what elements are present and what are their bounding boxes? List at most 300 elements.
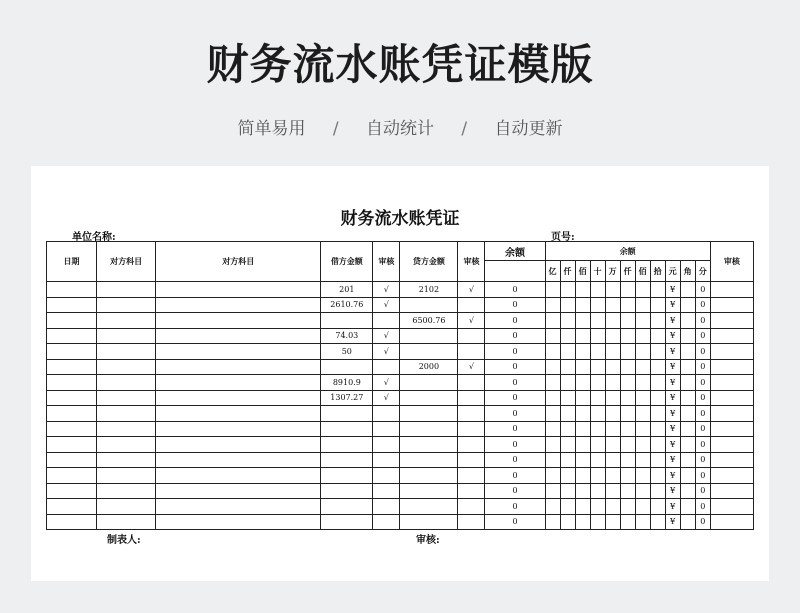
digit-cell [650, 499, 665, 515]
table-row [47, 452, 754, 468]
date-cell [47, 344, 97, 360]
digit-cell-yuan: ¥ [665, 452, 680, 468]
date-cell [47, 359, 97, 375]
header-debit-amount: 借方金额 [321, 242, 373, 282]
balance-cell: 0 [485, 499, 545, 515]
preparer-label: 制表人: [107, 535, 141, 546]
digit-cell [635, 437, 650, 453]
table-row [47, 359, 754, 375]
counter-subject-cell [97, 468, 156, 484]
table-row [47, 468, 754, 484]
header-counter-subject: 对方科目 [97, 242, 156, 282]
digit-cell-yuan: ¥ [665, 421, 680, 437]
digit-cell [605, 437, 620, 453]
counter-subject-cell [97, 499, 156, 515]
digit-cell [560, 483, 575, 499]
balance-cell: 0 [485, 483, 545, 499]
header-counter-subject-detail: 对方科目 [156, 242, 321, 282]
debit-amount-cell [321, 437, 373, 453]
digit-cell [635, 390, 650, 406]
credit-amount-cell [400, 499, 458, 515]
table-row [47, 375, 754, 391]
credit-review-cell [458, 297, 485, 313]
digit-cell [560, 514, 575, 530]
digit-header: 佰 [635, 261, 650, 282]
digit-cell [620, 406, 635, 422]
review-cell [710, 499, 753, 515]
digit-cell-fen: 0 [695, 406, 710, 422]
debit-review-cell: √ [373, 344, 400, 360]
digit-cell [635, 499, 650, 515]
digit-cell [635, 344, 650, 360]
debit-review-cell [373, 406, 400, 422]
digit-cell [590, 359, 605, 375]
digit-cell [635, 483, 650, 499]
digit-cell [605, 499, 620, 515]
digit-cell [635, 514, 650, 530]
digit-cell [560, 499, 575, 515]
digit-header: 分 [695, 261, 710, 282]
debit-review-cell [373, 499, 400, 515]
digit-cell [545, 328, 560, 344]
credit-amount-cell [400, 328, 458, 344]
digit-cell [650, 437, 665, 453]
header-balance-blank [485, 261, 545, 282]
digit-cell-jiao [680, 483, 695, 499]
debit-review-cell [373, 313, 400, 329]
credit-review-cell [458, 514, 485, 530]
digit-cell [590, 390, 605, 406]
review-cell [710, 390, 753, 406]
review-cell [710, 282, 753, 298]
digit-cell [635, 468, 650, 484]
review-cell [710, 344, 753, 360]
digit-cell [590, 468, 605, 484]
date-cell [47, 313, 97, 329]
digit-cell-jiao [680, 468, 695, 484]
digit-cell-jiao [680, 437, 695, 453]
review-cell [710, 297, 753, 313]
counter-subject-cell [97, 297, 156, 313]
date-cell [47, 452, 97, 468]
debit-review-cell [373, 452, 400, 468]
tag-separator: / [332, 119, 339, 139]
digit-cell-fen: 0 [695, 313, 710, 329]
review-cell [710, 483, 753, 499]
digit-cell [560, 282, 575, 298]
digit-cell-yuan: ¥ [665, 375, 680, 391]
digit-cell [635, 375, 650, 391]
digit-cell-yuan: ¥ [665, 468, 680, 484]
digit-cell [650, 452, 665, 468]
digit-cell [620, 282, 635, 298]
date-cell [47, 375, 97, 391]
counter-subject-cell [97, 375, 156, 391]
digit-cell [650, 421, 665, 437]
balance-cell: 0 [485, 468, 545, 484]
digit-cell [650, 313, 665, 329]
digit-cell [620, 468, 635, 484]
debit-amount-cell [321, 468, 373, 484]
digit-cell [545, 421, 560, 437]
credit-amount-cell [400, 437, 458, 453]
digit-cell [635, 313, 650, 329]
digit-cell [650, 344, 665, 360]
balance-cell: 0 [485, 297, 545, 313]
review-cell [710, 437, 753, 453]
digit-cell [590, 514, 605, 530]
digit-cell [545, 313, 560, 329]
digit-cell [620, 313, 635, 329]
digit-cell [605, 328, 620, 344]
document-title: 财务流水账凭证 [340, 209, 460, 229]
digit-cell [590, 421, 605, 437]
digit-cell [545, 406, 560, 422]
counter-subject-cell [97, 344, 156, 360]
digit-cell [650, 390, 665, 406]
digit-cell [650, 406, 665, 422]
credit-review-cell [458, 468, 485, 484]
review-cell [710, 514, 753, 530]
table-row [47, 282, 754, 298]
digit-cell [560, 313, 575, 329]
digit-cell [620, 499, 635, 515]
date-cell [47, 390, 97, 406]
feature-tag-auto-update: 自动更新 [494, 119, 563, 139]
digit-cell-fen: 0 [695, 375, 710, 391]
digit-cell [575, 390, 590, 406]
counter-subject-detail-cell [156, 359, 321, 375]
table-row [47, 297, 754, 313]
digit-cell [545, 344, 560, 360]
table-row [47, 483, 754, 499]
digit-cell [635, 359, 650, 375]
table-row [47, 437, 754, 453]
digit-cell [545, 297, 560, 313]
digit-cell [620, 328, 635, 344]
debit-review-cell [373, 359, 400, 375]
debit-amount-cell: 2610.76 [321, 297, 373, 313]
review-cell [710, 359, 753, 375]
table-row [47, 406, 754, 422]
digit-cell [590, 297, 605, 313]
date-cell [47, 406, 97, 422]
digit-cell [560, 390, 575, 406]
credit-review-cell: √ [458, 282, 485, 298]
review-cell [710, 313, 753, 329]
debit-review-cell [373, 514, 400, 530]
digit-cell [620, 359, 635, 375]
debit-amount-cell [321, 483, 373, 499]
digit-cell-yuan: ¥ [665, 344, 680, 360]
debit-amount-cell [321, 406, 373, 422]
digit-cell [590, 328, 605, 344]
debit-amount-cell: 8910.9 [321, 375, 373, 391]
digit-cell [545, 483, 560, 499]
balance-cell: 0 [485, 282, 545, 298]
digit-cell [605, 483, 620, 499]
debit-review-cell: √ [373, 282, 400, 298]
digit-cell [605, 421, 620, 437]
counter-subject-cell [97, 390, 156, 406]
table-row [47, 421, 754, 437]
digit-cell [620, 452, 635, 468]
digit-cell-yuan: ¥ [665, 359, 680, 375]
balance-cell: 0 [485, 437, 545, 453]
digit-cell [590, 282, 605, 298]
balance-cell: 0 [485, 514, 545, 530]
counter-subject-detail-cell [156, 499, 321, 515]
date-cell [47, 499, 97, 515]
debit-amount-cell [321, 499, 373, 515]
digit-cell [620, 483, 635, 499]
debit-amount-cell [321, 452, 373, 468]
digit-cell-yuan: ¥ [665, 514, 680, 530]
unit-name-label: 单位名称: [72, 232, 116, 243]
date-cell [47, 483, 97, 499]
table-row [47, 328, 754, 344]
table-row [47, 313, 754, 329]
debit-amount-cell [321, 359, 373, 375]
counter-subject-cell [97, 328, 156, 344]
digit-cell [650, 297, 665, 313]
digit-cell-fen: 0 [695, 437, 710, 453]
digit-cell [605, 359, 620, 375]
credit-review-cell [458, 344, 485, 360]
digit-header: 佰 [575, 261, 590, 282]
table-row [47, 514, 754, 530]
credit-amount-cell [400, 344, 458, 360]
credit-amount-cell [400, 421, 458, 437]
digit-cell-fen: 0 [695, 282, 710, 298]
feature-tag-auto-stats: 自动统计 [366, 119, 434, 139]
table-row [47, 499, 754, 515]
digit-cell-jiao [680, 328, 695, 344]
counter-subject-detail-cell [156, 483, 321, 499]
ledger-body [47, 282, 754, 530]
counter-subject-detail-cell [156, 375, 321, 391]
debit-amount-cell: 50 [321, 344, 373, 360]
digit-cell [635, 297, 650, 313]
digit-cell-fen: 0 [695, 483, 710, 499]
debit-review-cell: √ [373, 328, 400, 344]
credit-review-cell [458, 406, 485, 422]
digit-cell [590, 499, 605, 515]
review-cell [710, 468, 753, 484]
digit-cell-yuan: ¥ [665, 483, 680, 499]
credit-review-cell [458, 421, 485, 437]
digit-cell-jiao [680, 390, 695, 406]
digit-cell [560, 452, 575, 468]
header-credit-amount: 贷方金额 [400, 242, 458, 282]
digit-cell [590, 452, 605, 468]
debit-amount-cell [321, 421, 373, 437]
digit-cell [560, 297, 575, 313]
balance-cell: 0 [485, 344, 545, 360]
credit-review-cell: √ [458, 313, 485, 329]
counter-subject-cell [97, 452, 156, 468]
review-cell [710, 452, 753, 468]
digit-cell-yuan: ¥ [665, 313, 680, 329]
balance-cell: 0 [485, 328, 545, 344]
digit-cell [590, 406, 605, 422]
debit-amount-cell: 201 [321, 282, 373, 298]
digit-header: 元 [665, 261, 680, 282]
digit-cell-fen: 0 [695, 328, 710, 344]
digit-cell [605, 313, 620, 329]
counter-subject-cell [97, 514, 156, 530]
date-cell [47, 421, 97, 437]
balance-cell: 0 [485, 359, 545, 375]
counter-subject-cell [97, 437, 156, 453]
digit-cell [605, 344, 620, 360]
debit-amount-cell [321, 313, 373, 329]
digit-cell-jiao [680, 375, 695, 391]
digit-cell [560, 328, 575, 344]
digit-cell [605, 514, 620, 530]
debit-review-cell: √ [373, 390, 400, 406]
counter-subject-detail-cell [156, 452, 321, 468]
digit-cell-yuan: ¥ [665, 282, 680, 298]
digit-cell [590, 313, 605, 329]
digit-cell-jiao [680, 313, 695, 329]
digit-cell [605, 406, 620, 422]
digit-cell [575, 282, 590, 298]
digit-cell [590, 437, 605, 453]
counter-subject-detail-cell [156, 313, 321, 329]
credit-amount-cell: 2102 [400, 282, 458, 298]
digit-cell-fen: 0 [695, 499, 710, 515]
digit-cell [545, 282, 560, 298]
digit-cell-yuan: ¥ [665, 297, 680, 313]
digit-header: 仟 [560, 261, 575, 282]
counter-subject-detail-cell [156, 344, 321, 360]
digit-cell [560, 359, 575, 375]
digit-cell [590, 375, 605, 391]
digit-cell [545, 390, 560, 406]
digit-cell-fen: 0 [695, 390, 710, 406]
date-cell [47, 328, 97, 344]
digit-cell [560, 421, 575, 437]
digit-cell [560, 344, 575, 360]
debit-review-cell [373, 437, 400, 453]
digit-cell-jiao [680, 297, 695, 313]
counter-subject-detail-cell [156, 406, 321, 422]
credit-amount-cell [400, 375, 458, 391]
counter-subject-detail-cell [156, 468, 321, 484]
counter-subject-detail-cell [156, 297, 321, 313]
counter-subject-cell [97, 483, 156, 499]
digit-cell-yuan: ¥ [665, 390, 680, 406]
digit-cell-fen: 0 [695, 452, 710, 468]
credit-amount-cell [400, 406, 458, 422]
digit-cell [620, 514, 635, 530]
header-date: 日期 [47, 242, 97, 282]
feature-tags [0, 114, 800, 139]
digit-cell-fen: 0 [695, 359, 710, 375]
digit-cell-jiao [680, 359, 695, 375]
digit-cell [605, 375, 620, 391]
digit-cell-fen: 0 [695, 514, 710, 530]
digit-cell [560, 375, 575, 391]
digit-cell [590, 483, 605, 499]
digit-cell [620, 437, 635, 453]
digit-cell [575, 313, 590, 329]
digit-cell-yuan: ¥ [665, 437, 680, 453]
balance-cell: 0 [485, 452, 545, 468]
digit-cell [575, 468, 590, 484]
reviewer-label: 审核: [416, 535, 440, 546]
table-row [47, 390, 754, 406]
digit-cell [650, 483, 665, 499]
page-title: 财务流水账凭证模版 [206, 40, 594, 89]
digit-cell [620, 375, 635, 391]
digit-cell-jiao [680, 282, 695, 298]
digit-cell [575, 514, 590, 530]
counter-subject-detail-cell [156, 390, 321, 406]
counter-subject-cell [97, 359, 156, 375]
digit-cell [575, 297, 590, 313]
digit-cell-yuan: ¥ [665, 406, 680, 422]
header-debit-review: 审核 [373, 242, 400, 282]
digit-cell [605, 297, 620, 313]
digit-cell-jiao [680, 452, 695, 468]
digit-cell [635, 421, 650, 437]
header-review: 审核 [710, 242, 753, 282]
digit-cell [620, 344, 635, 360]
digit-cell [605, 468, 620, 484]
credit-review-cell [458, 499, 485, 515]
counter-subject-detail-cell [156, 282, 321, 298]
digit-cell-jiao [680, 514, 695, 530]
digit-header: 十 [590, 261, 605, 282]
digit-cell-fen: 0 [695, 297, 710, 313]
debit-review-cell [373, 421, 400, 437]
debit-amount-cell [321, 514, 373, 530]
digit-cell [560, 437, 575, 453]
digit-cell-fen: 0 [695, 421, 710, 437]
review-cell [710, 328, 753, 344]
credit-review-cell [458, 452, 485, 468]
digit-cell [560, 406, 575, 422]
digit-cell [545, 375, 560, 391]
digit-header: 拾 [650, 261, 665, 282]
digit-cell [635, 406, 650, 422]
date-cell [47, 468, 97, 484]
digit-cell-fen: 0 [695, 468, 710, 484]
digit-cell [605, 282, 620, 298]
debit-amount-cell: 74.03 [321, 328, 373, 344]
counter-subject-detail-cell [156, 514, 321, 530]
digit-cell [635, 282, 650, 298]
digit-cell-yuan: ¥ [665, 328, 680, 344]
credit-amount-cell [400, 468, 458, 484]
header-balance-digits: 余额 [545, 242, 710, 261]
digit-cell [650, 328, 665, 344]
header-balance: 余额 [485, 242, 545, 261]
digit-header: 万 [605, 261, 620, 282]
balance-cell: 0 [485, 406, 545, 422]
digit-cell [575, 344, 590, 360]
balance-cell: 0 [485, 390, 545, 406]
counter-subject-cell [97, 406, 156, 422]
digit-cell-fen: 0 [695, 344, 710, 360]
digit-cell [545, 499, 560, 515]
digit-cell [545, 468, 560, 484]
digit-cell [620, 297, 635, 313]
digit-cell [575, 499, 590, 515]
counter-subject-detail-cell [156, 437, 321, 453]
